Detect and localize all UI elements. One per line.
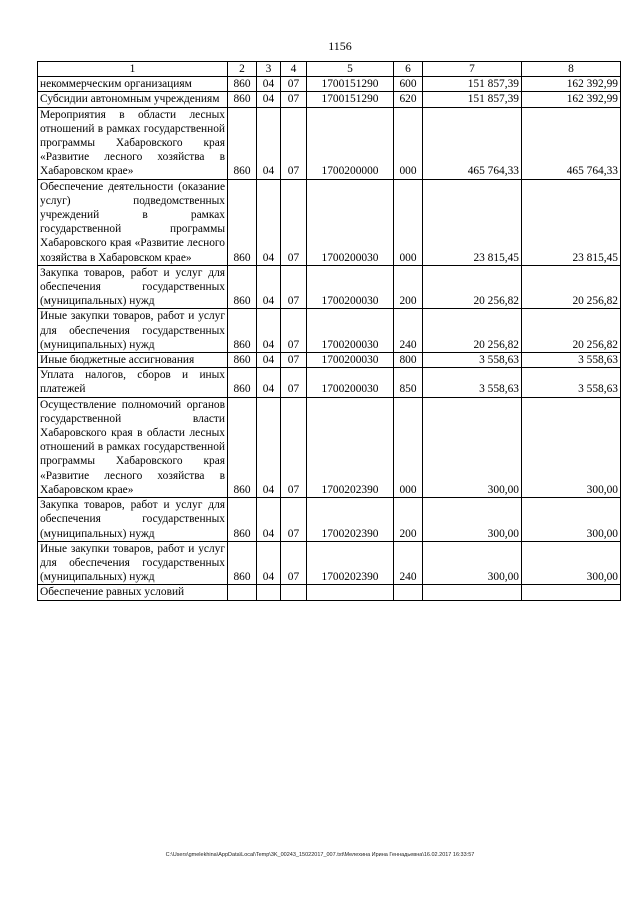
cell-amount-1: 465 764,33 <box>423 107 522 179</box>
row-name: Обеспечение деятельности (оказание услуг) подведомственных учреждений в рамках государственной программы Хабаровского края «Развитие лесного хозяйства в Хабаровском крае» <box>38 179 228 265</box>
cell-expense-type: 200 <box>394 265 423 309</box>
column-header: 8 <box>522 62 621 77</box>
cell-expense-type: 850 <box>394 368 423 397</box>
cell-amount-1: 23 815,45 <box>423 179 522 265</box>
cell-section: 04 <box>257 353 281 368</box>
cell-ministry: 860 <box>228 107 257 179</box>
cell-ministry: 860 <box>228 309 257 353</box>
row-name: Обеспечение равных условий <box>38 585 228 600</box>
cell-ministry: 860 <box>228 92 257 107</box>
cell-ministry: 860 <box>228 265 257 309</box>
column-header: 2 <box>228 62 257 77</box>
cell-expense-type: 200 <box>394 498 423 542</box>
cell-amount-2: 3 558,63 <box>522 353 621 368</box>
row-name: Закупка товаров, работ и услуг для обеспечения государственных (муниципальных) нужд <box>38 498 228 542</box>
column-header: 5 <box>307 62 394 77</box>
cell-ministry: 860 <box>228 397 257 497</box>
cell-target-item: 1700200030 <box>307 179 394 265</box>
cell-subsection: 07 <box>281 353 307 368</box>
cell-target-item: 1700202390 <box>307 541 394 585</box>
row-name: Иные бюджетные ассигнования <box>38 353 228 368</box>
cell-target-item: 1700200030 <box>307 309 394 353</box>
cell-amount-1: 300,00 <box>423 397 522 497</box>
cell-subsection: 07 <box>281 397 307 497</box>
table-row <box>38 498 621 542</box>
cell-ministry: 860 <box>228 498 257 542</box>
cell-ministry: 860 <box>228 368 257 397</box>
cell-amount-1: 3 558,63 <box>423 353 522 368</box>
row-name: Иные закупки товаров, работ и услуг для обеспечения государственных (муниципальных) нужд <box>38 309 228 353</box>
cell-target-item: 1700202390 <box>307 498 394 542</box>
table-row <box>38 368 621 397</box>
cell-amount-1 <box>423 585 522 600</box>
cell-subsection: 07 <box>281 265 307 309</box>
cell-section: 04 <box>257 309 281 353</box>
cell-amount-2: 300,00 <box>522 541 621 585</box>
cell-ministry: 860 <box>228 353 257 368</box>
row-name: Закупка товаров, работ и услуг для обеспечения государственных (муниципальных) нужд <box>38 265 228 309</box>
row-name: некоммерческим организациям <box>38 77 228 92</box>
table-row <box>38 179 621 265</box>
cell-target-item: 1700200030 <box>307 265 394 309</box>
cell-ministry: 860 <box>228 77 257 92</box>
cell-expense-type: 800 <box>394 353 423 368</box>
column-header-row <box>38 62 621 77</box>
table-row <box>38 541 621 585</box>
cell-target-item: 1700151290 <box>307 77 394 92</box>
row-name: Иные закупки товаров, работ и услуг для обеспечения государственных (муниципальных) нужд <box>38 541 228 585</box>
page-number: 1156 <box>328 39 352 53</box>
cell-subsection: 07 <box>281 309 307 353</box>
cell-amount-1: 151 857,39 <box>423 77 522 92</box>
cell-expense-type: 000 <box>394 179 423 265</box>
cell-amount-2: 23 815,45 <box>522 179 621 265</box>
cell-amount-1: 3 558,63 <box>423 368 522 397</box>
cell-amount-2: 20 256,82 <box>522 309 621 353</box>
cell-section: 04 <box>257 92 281 107</box>
cell-section <box>257 585 281 600</box>
row-name: Субсидии автономным учреждениям <box>38 92 228 107</box>
cell-target-item: 1700200000 <box>307 107 394 179</box>
cell-subsection <box>281 585 307 600</box>
budget-table <box>37 61 621 601</box>
cell-subsection: 07 <box>281 92 307 107</box>
cell-section: 04 <box>257 265 281 309</box>
cell-expense-type: 000 <box>394 107 423 179</box>
cell-section: 04 <box>257 77 281 92</box>
cell-expense-type <box>394 585 423 600</box>
row-name: Мероприятия в области лесных отношений в рамках государственной программы Хабаровского края «Развитие лесного хозяйства в Хабаровском крае» <box>38 107 228 179</box>
cell-ministry: 860 <box>228 179 257 265</box>
column-header: 6 <box>394 62 423 77</box>
cell-amount-1: 151 857,39 <box>423 92 522 107</box>
cell-amount-1: 20 256,82 <box>423 309 522 353</box>
cell-amount-1: 300,00 <box>423 498 522 542</box>
cell-target-item: 1700200030 <box>307 353 394 368</box>
cell-amount-2 <box>522 585 621 600</box>
cell-section: 04 <box>257 541 281 585</box>
cell-amount-2: 20 256,82 <box>522 265 621 309</box>
cell-section: 04 <box>257 368 281 397</box>
cell-subsection: 07 <box>281 107 307 179</box>
cell-target-item: 1700151290 <box>307 92 394 107</box>
cell-section: 04 <box>257 498 281 542</box>
table-row <box>38 397 621 497</box>
cell-subsection: 07 <box>281 77 307 92</box>
cell-section: 04 <box>257 107 281 179</box>
cell-expense-type: 240 <box>394 541 423 585</box>
cell-amount-1: 20 256,82 <box>423 265 522 309</box>
table-row <box>38 585 621 600</box>
table-row <box>38 353 621 368</box>
column-header: 4 <box>281 62 307 77</box>
cell-section: 04 <box>257 397 281 497</box>
cell-amount-2: 300,00 <box>522 397 621 497</box>
cell-expense-type: 240 <box>394 309 423 353</box>
cell-amount-2: 162 392,99 <box>522 77 621 92</box>
cell-amount-2: 162 392,99 <box>522 92 621 107</box>
cell-target-item: 1700202390 <box>307 397 394 497</box>
column-header: 3 <box>257 62 281 77</box>
cell-expense-type: 600 <box>394 77 423 92</box>
table-row <box>38 265 621 309</box>
cell-section: 04 <box>257 179 281 265</box>
column-header: 7 <box>423 62 522 77</box>
cell-target-item: 1700200030 <box>307 368 394 397</box>
cell-amount-2: 465 764,33 <box>522 107 621 179</box>
table-row <box>38 77 621 92</box>
cell-amount-2: 300,00 <box>522 498 621 542</box>
cell-ministry <box>228 585 257 600</box>
cell-target-item <box>307 585 394 600</box>
row-name: Уплата налогов, сборов и иных платежей <box>38 368 228 397</box>
cell-ministry: 860 <box>228 541 257 585</box>
table-row <box>38 309 621 353</box>
table-row <box>38 107 621 179</box>
cell-subsection: 07 <box>281 498 307 542</box>
cell-amount-1: 300,00 <box>423 541 522 585</box>
cell-subsection: 07 <box>281 179 307 265</box>
cell-subsection: 07 <box>281 541 307 585</box>
column-header: 1 <box>38 62 228 77</box>
file-path-footer: C:\Users\gmelekhina\AppData\Local\Temp\3K_00243_15022017_007.txt\Мелехина Ирина Геннадьевна\16.02.2017 16:33:57 <box>165 852 475 858</box>
row-name: Осуществление полномочий органов государственной власти Хабаровского края в области лесных отношений в рамках государственной программы Хабаровского края «Развитие лесного хозяйства в Хабаровском крае» <box>38 397 228 497</box>
cell-expense-type: 620 <box>394 92 423 107</box>
cell-expense-type: 000 <box>394 397 423 497</box>
cell-amount-2: 3 558,63 <box>522 368 621 397</box>
cell-subsection: 07 <box>281 368 307 397</box>
table-row <box>38 92 621 107</box>
